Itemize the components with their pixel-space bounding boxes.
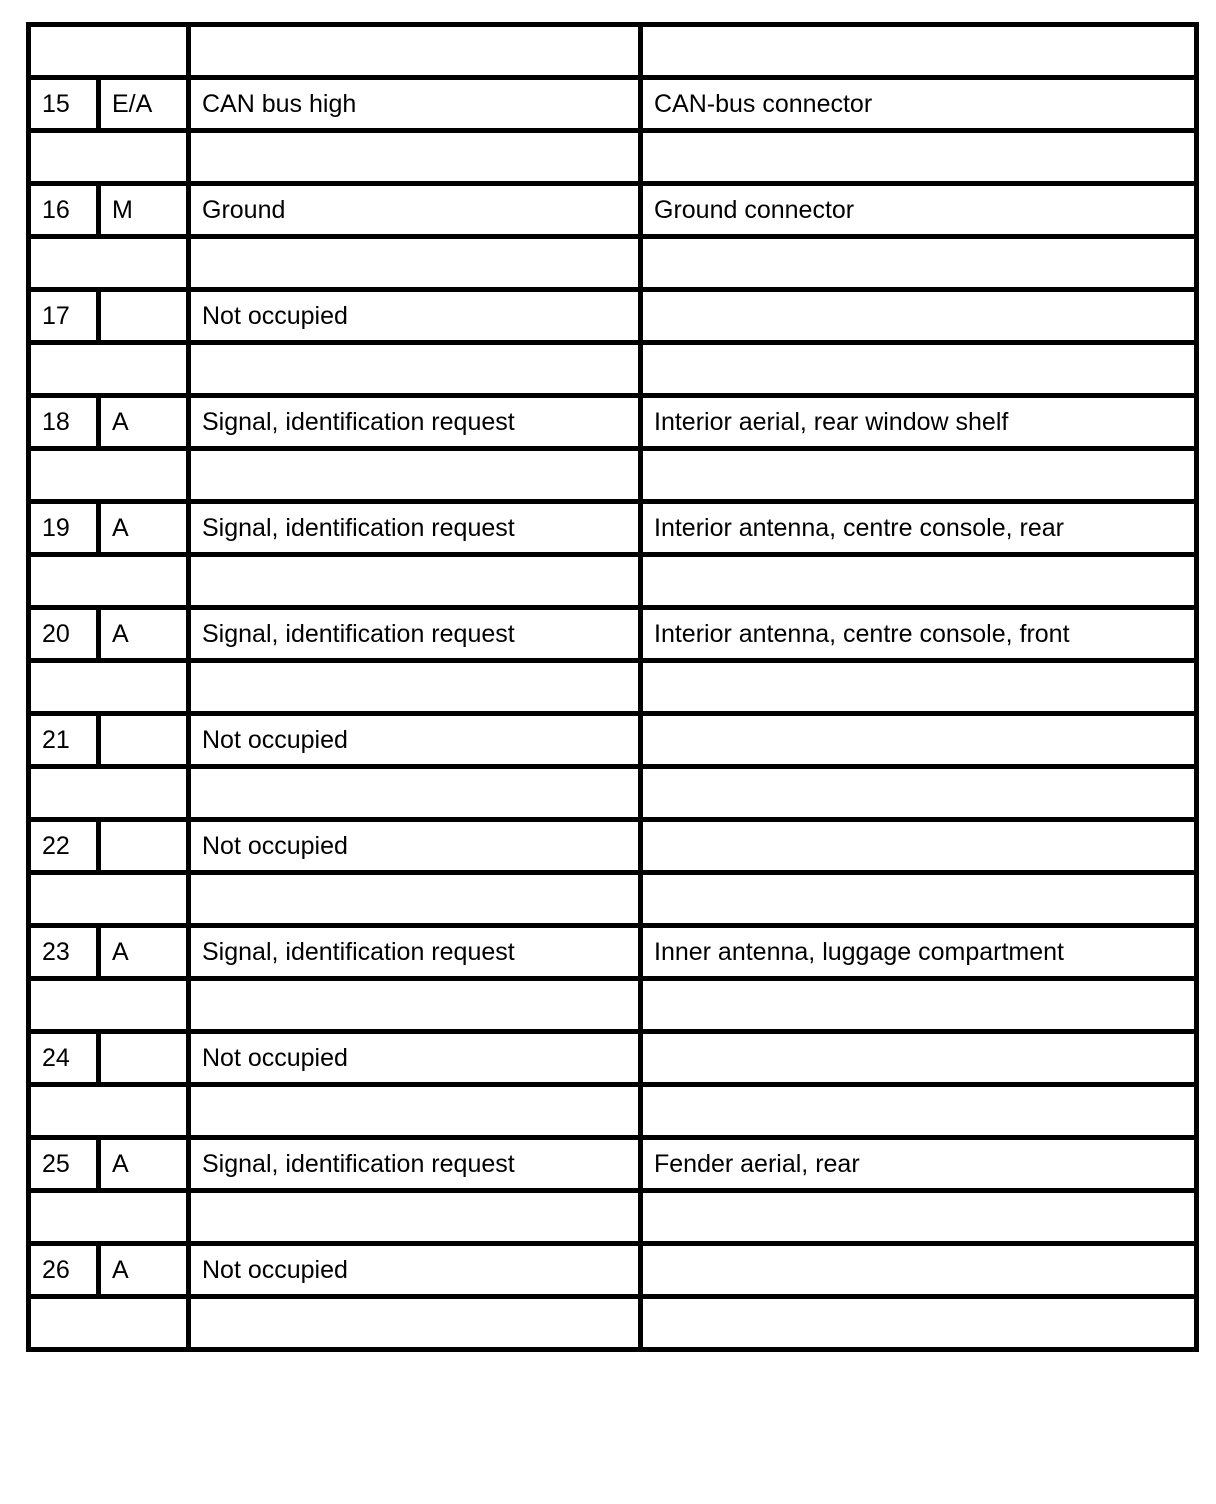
spacer-cell [641,873,1197,926]
signal-description-cell: Signal, identification request [189,926,641,979]
signal-description-cell: Not occupied [189,714,641,767]
spacer-cell [29,873,189,926]
spacer-cell [641,343,1197,396]
pin-number-cell: 20 [29,608,99,661]
pin-row [29,78,1197,131]
spacer-cell [29,767,189,820]
pin-row [29,1032,1197,1085]
spacer-row [29,237,1197,290]
spacer-cell [641,449,1197,502]
spacer-cell [29,449,189,502]
signal-description-cell: Signal, identification request [189,396,641,449]
spacer-row [29,449,1197,502]
signal-description-cell: Not occupied [189,1244,641,1297]
signal-description-cell: Not occupied [189,290,641,343]
spacer-cell [641,661,1197,714]
component-cell: CAN-bus connector [641,78,1197,131]
spacer-row [29,343,1197,396]
pin-row [29,926,1197,979]
pin-row [29,820,1197,873]
pin-number-cell: 25 [29,1138,99,1191]
pin-number-cell: 19 [29,502,99,555]
component-cell [641,1032,1197,1085]
spacer-cell [29,979,189,1032]
spacer-cell [641,1085,1197,1138]
spacer-row [29,1297,1197,1350]
spacer-cell [29,1191,189,1244]
spacer-cell [29,237,189,290]
component-cell [641,290,1197,343]
signal-type-cell: M [99,184,189,237]
signal-type-cell: A [99,608,189,661]
component-cell [641,1244,1197,1297]
spacer-row [29,131,1197,184]
spacer-cell [189,131,641,184]
spacer-row [29,555,1197,608]
signal-type-cell: A [99,502,189,555]
pin-row [29,608,1197,661]
spacer-cell [641,767,1197,820]
spacer-cell [641,1297,1197,1350]
spacer-cell [641,979,1197,1032]
spacer-cell [189,873,641,926]
component-cell: Interior antenna, centre console, front [641,608,1197,661]
spacer-cell [29,1297,189,1350]
pin-table-body [29,25,1197,1350]
pin-row [29,714,1197,767]
signal-type-cell [99,290,189,343]
pin-row [29,290,1197,343]
spacer-cell [189,237,641,290]
signal-type-cell [99,820,189,873]
signal-type-cell: A [99,1138,189,1191]
spacer-row [29,25,1197,78]
signal-description-cell: Signal, identification request [189,608,641,661]
pin-row [29,502,1197,555]
pin-number-cell: 22 [29,820,99,873]
pin-row [29,396,1197,449]
spacer-row [29,1191,1197,1244]
signal-description-cell: Signal, identification request [189,502,641,555]
component-cell: Ground connector [641,184,1197,237]
pin-row [29,184,1197,237]
spacer-cell [29,131,189,184]
signal-description-cell: Not occupied [189,1032,641,1085]
spacer-cell [189,979,641,1032]
spacer-row [29,661,1197,714]
signal-description-cell: Not occupied [189,820,641,873]
spacer-cell [29,1085,189,1138]
component-cell [641,714,1197,767]
signal-description-cell: Signal, identification request [189,1138,641,1191]
component-cell: Interior antenna, centre console, rear [641,502,1197,555]
pin-number-cell: 16 [29,184,99,237]
component-cell: Inner antenna, luggage compartment [641,926,1197,979]
spacer-cell [189,1085,641,1138]
component-cell: Fender aerial, rear [641,1138,1197,1191]
spacer-cell [641,237,1197,290]
spacer-row [29,873,1197,926]
spacer-cell [29,25,189,78]
spacer-cell [641,25,1197,78]
pin-number-cell: 21 [29,714,99,767]
signal-description-cell: Ground [189,184,641,237]
spacer-cell [189,1297,641,1350]
spacer-cell [29,343,189,396]
pin-row [29,1244,1197,1297]
spacer-cell [641,131,1197,184]
pin-row [29,1138,1197,1191]
pin-number-cell: 15 [29,78,99,131]
component-cell [641,820,1197,873]
signal-type-cell [99,1032,189,1085]
signal-type-cell: A [99,926,189,979]
pin-number-cell: 24 [29,1032,99,1085]
spacer-row [29,979,1197,1032]
spacer-cell [189,1191,641,1244]
spacer-cell [641,555,1197,608]
pin-number-cell: 26 [29,1244,99,1297]
pin-number-cell: 17 [29,290,99,343]
spacer-cell [29,555,189,608]
spacer-cell [189,25,641,78]
pin-number-cell: 18 [29,396,99,449]
component-cell: Interior aerial, rear window shelf [641,396,1197,449]
spacer-cell [189,767,641,820]
spacer-row [29,767,1197,820]
spacer-cell [29,661,189,714]
signal-type-cell: E/A [99,78,189,131]
spacer-cell [641,1191,1197,1244]
pin-assignment-table [26,22,1199,1352]
spacer-cell [189,449,641,502]
spacer-cell [189,555,641,608]
signal-type-cell: A [99,396,189,449]
pin-number-cell: 23 [29,926,99,979]
spacer-row [29,1085,1197,1138]
signal-description-cell: CAN bus high [189,78,641,131]
spacer-cell [189,661,641,714]
signal-type-cell: A [99,1244,189,1297]
signal-type-cell [99,714,189,767]
spacer-cell [189,343,641,396]
